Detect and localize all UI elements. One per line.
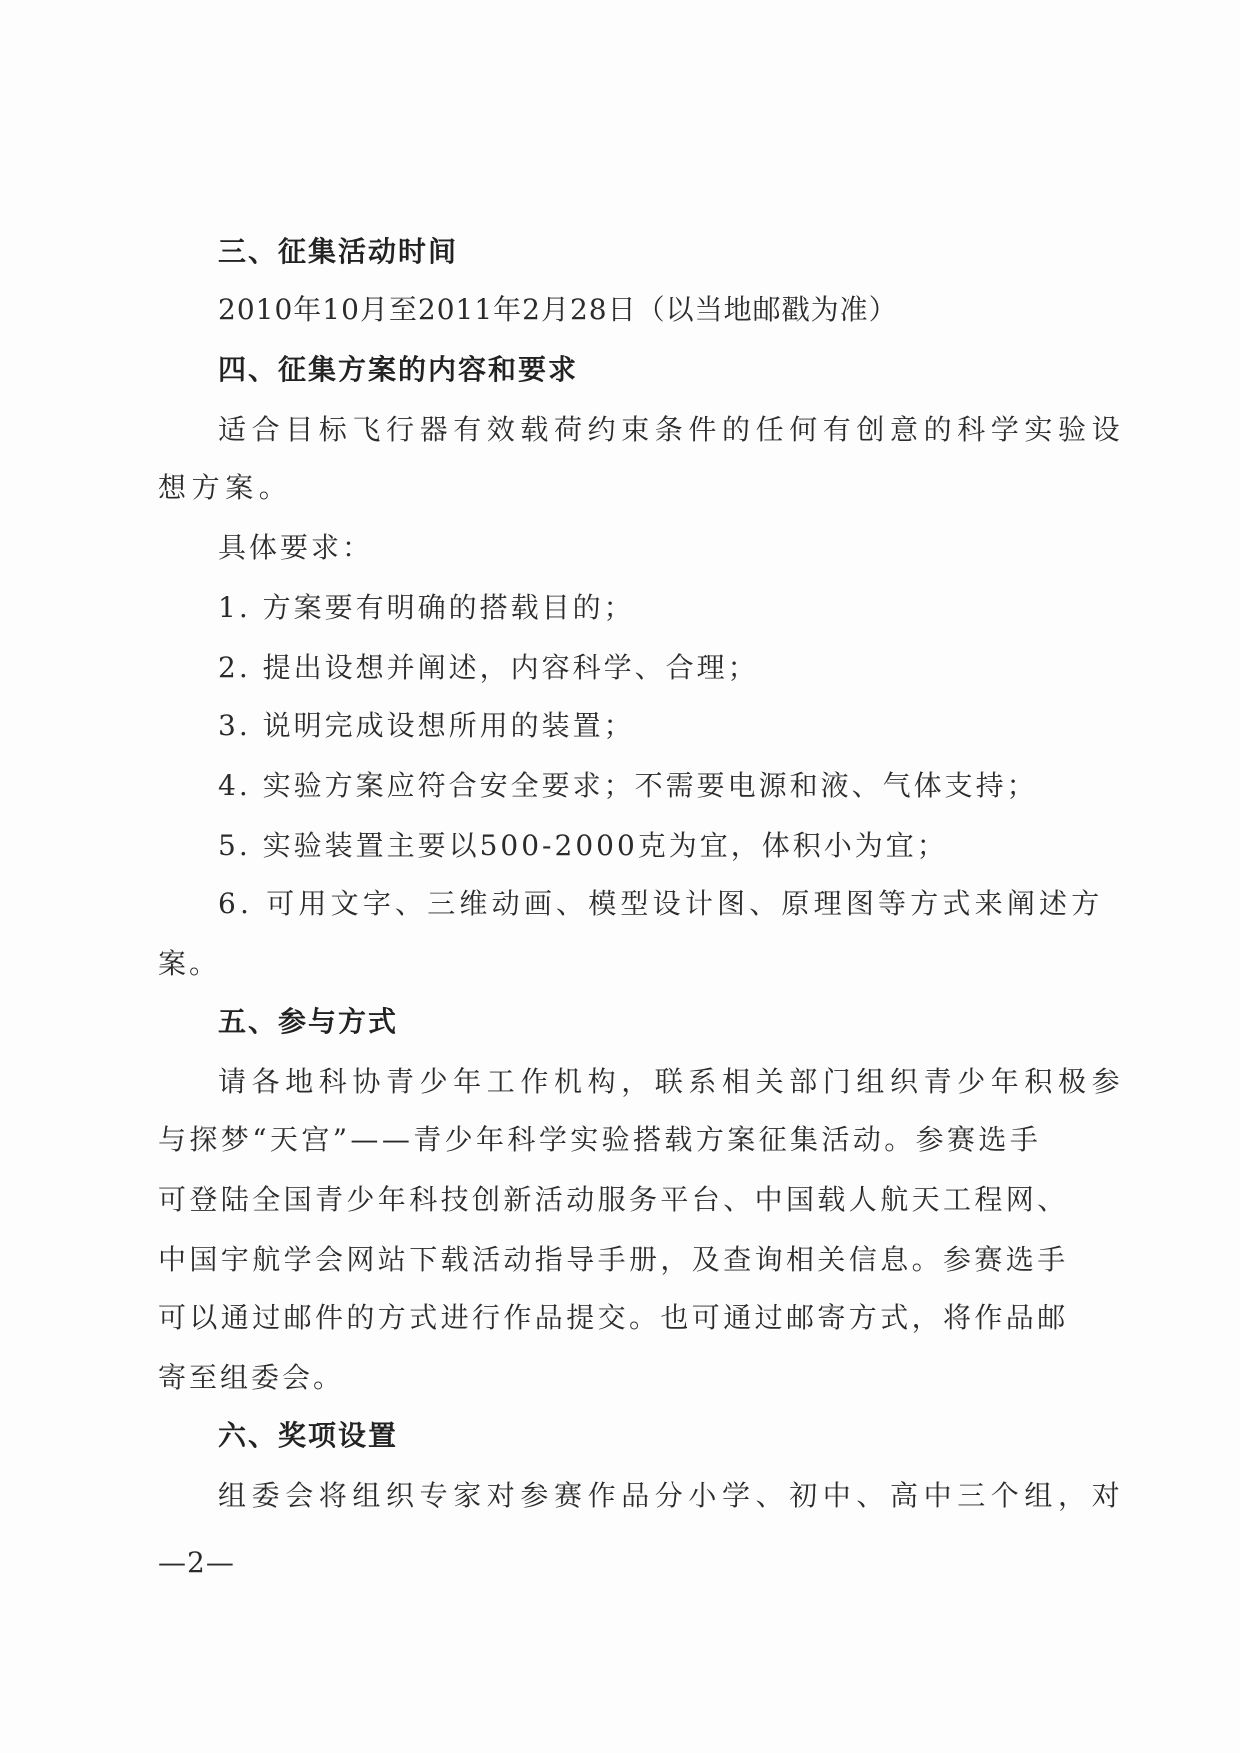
requirement-item-continuation: 案。: [158, 947, 221, 980]
requirement-item: 3. 说明完成设想所用的装置；: [218, 709, 635, 742]
paragraph-line: 寄至组委会。: [158, 1361, 345, 1394]
paragraph-line: 适合目标飞行器有效载荷约束条件的任何有创意的科学实验设: [218, 413, 1126, 446]
paragraph-line: 组委会将组织专家对参赛作品分小学、初中、高中三个组，对: [218, 1479, 1126, 1512]
section-5-heading: 五、参与方式: [218, 1005, 399, 1038]
paragraph-line: 想方案。: [158, 471, 293, 504]
requirement-item: 6. 可用文字、三维动画、模型设计图、原理图等方式来阐述方: [218, 887, 1104, 920]
requirement-item: 1. 方案要有明确的搭载目的；: [218, 591, 635, 624]
paragraph-line: 可登陆全国青少年科技创新活动服务平台、中国载人航天工程网、: [158, 1183, 1069, 1216]
page-number: —2—: [158, 1546, 235, 1579]
requirement-item: 5. 实验装置主要以500-2000克为宜，体积小为宜；: [218, 829, 948, 862]
paragraph-line: 与探梦“天宫”——青少年科学实验搭载方案征集活动。参赛选手: [158, 1123, 1042, 1156]
collection-period-text: 2010年10月至2011年2月28日（以当地邮戳为准）: [218, 293, 898, 326]
paragraph-line: 可以通过邮件的方式进行作品提交。也可通过邮寄方式，将作品邮: [158, 1301, 1069, 1334]
section-6-heading: 六、奖项设置: [218, 1419, 399, 1452]
section-3-heading: 三、征集活动时间: [218, 235, 459, 268]
requirement-item: 4. 实验方案应符合安全要求；不需要电源和液、气体支持；: [218, 769, 1038, 802]
requirements-title: 具体要求：: [218, 531, 374, 564]
paragraph-line: 请各地科协青少年工作机构，联系相关部门组织青少年积极参: [218, 1065, 1126, 1098]
paragraph-line: 中国宇航学会网站下载活动指导手册，及查询相关信息。参赛选手: [158, 1243, 1069, 1276]
section-4-heading: 四、征集方案的内容和要求: [218, 353, 579, 386]
requirement-item: 2. 提出设想并阐述，内容科学、合理；: [218, 651, 759, 684]
